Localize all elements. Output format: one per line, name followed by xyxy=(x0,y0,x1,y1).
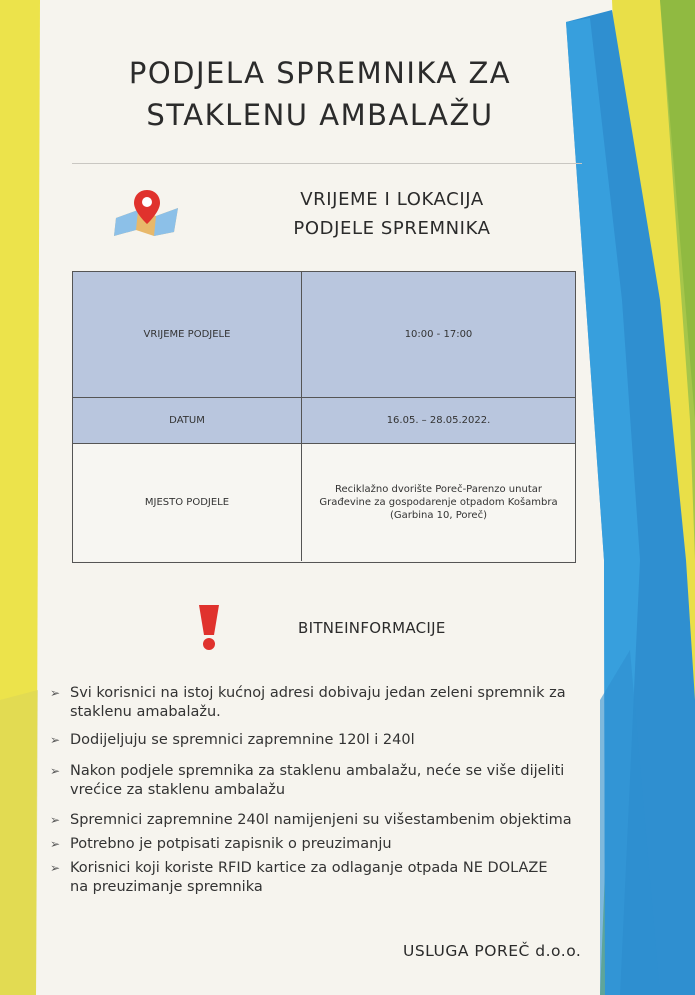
table-row-date xyxy=(73,397,575,443)
table-value-location-line-1: Reciklažno dvorište Poreč-Parenzo unutar xyxy=(334,484,542,495)
chevron-right-icon: ➢ xyxy=(50,733,61,747)
chevron-right-icon: ➢ xyxy=(50,764,61,778)
table-value-location xyxy=(302,444,575,561)
bullet-4-line-1: Spremnici zapremnine 240l namijenjeni su višestambenim objektima xyxy=(70,812,572,828)
chevron-right-icon: ➢ xyxy=(50,861,61,875)
table-value-date-line: 16.05. – 28.05.2022. xyxy=(386,415,491,426)
list-item xyxy=(50,811,630,830)
distribution-info-table xyxy=(72,271,576,563)
bullet-6-line-1: Korisnici koji koriste RFID kartice za odlaganje otpada NE DOLAZE xyxy=(70,860,548,876)
title-divider xyxy=(72,163,582,164)
bullet-2-line-1: Dodijeljuju se spremnici zapremnine 120l i 240l xyxy=(70,732,415,748)
title-line-1: PODJELA SPREMNIKA ZA xyxy=(128,56,512,90)
table-label-time: VRIJEME PODJELE xyxy=(73,272,302,397)
table-value-date xyxy=(302,398,575,443)
info-bullet-list xyxy=(50,684,630,897)
subtitle-line-2: PODJELE SPREMNIKA xyxy=(293,218,491,239)
title-line-2: STAKLENU AMBALAŽU xyxy=(146,98,494,132)
company-name: USLUGA POREČ d.o.o. xyxy=(403,942,582,960)
list-item xyxy=(50,835,630,854)
bullet-3-line-2: vrećice za staklenu ambalažu xyxy=(70,782,286,798)
table-value-location-line-2: Građevine za gospodarenje otpadom Košambra xyxy=(319,497,558,508)
exclamation-icon xyxy=(193,603,225,651)
table-row-location xyxy=(73,443,575,561)
map-pin-icon xyxy=(112,188,182,238)
table-label-location: MJESTO PODJELE xyxy=(73,444,302,561)
chevron-right-icon: ➢ xyxy=(50,813,61,827)
chevron-right-icon: ➢ xyxy=(50,686,61,700)
poster-title xyxy=(60,52,580,136)
important-info-heading: BITNEINFORMACIJE xyxy=(298,619,446,637)
list-item xyxy=(50,684,630,722)
bullet-1-line-2: staklenu amabalažu. xyxy=(70,704,221,720)
location-subtitle xyxy=(232,185,552,243)
table-value-time xyxy=(302,272,575,397)
list-item xyxy=(50,762,630,800)
list-item xyxy=(50,859,630,897)
chevron-right-icon: ➢ xyxy=(50,837,61,851)
bullet-1-line-1: Svi korisnici na istoj kućnoj adresi dobivaju jedan zeleni spremnik za xyxy=(70,685,566,701)
table-row-time xyxy=(73,272,575,397)
bullet-6-line-2: na preuzimanje spremnika xyxy=(70,879,263,895)
subtitle-line-1: VRIJEME I LOKACIJA xyxy=(300,189,484,210)
bullet-3-line-1: Nakon podjele spremnika za staklenu ambalažu, neće se više dijeliti xyxy=(70,763,565,779)
list-item xyxy=(50,731,630,750)
table-value-location-line-3: (Garbina 10, Poreč) xyxy=(390,510,487,521)
bullet-5-line-1: Potrebno je potpisati zapisnik o preuzimanju xyxy=(70,836,392,852)
table-value-time-line: 10:00 - 17:00 xyxy=(404,329,473,340)
table-label-date: DATUM xyxy=(73,398,302,443)
